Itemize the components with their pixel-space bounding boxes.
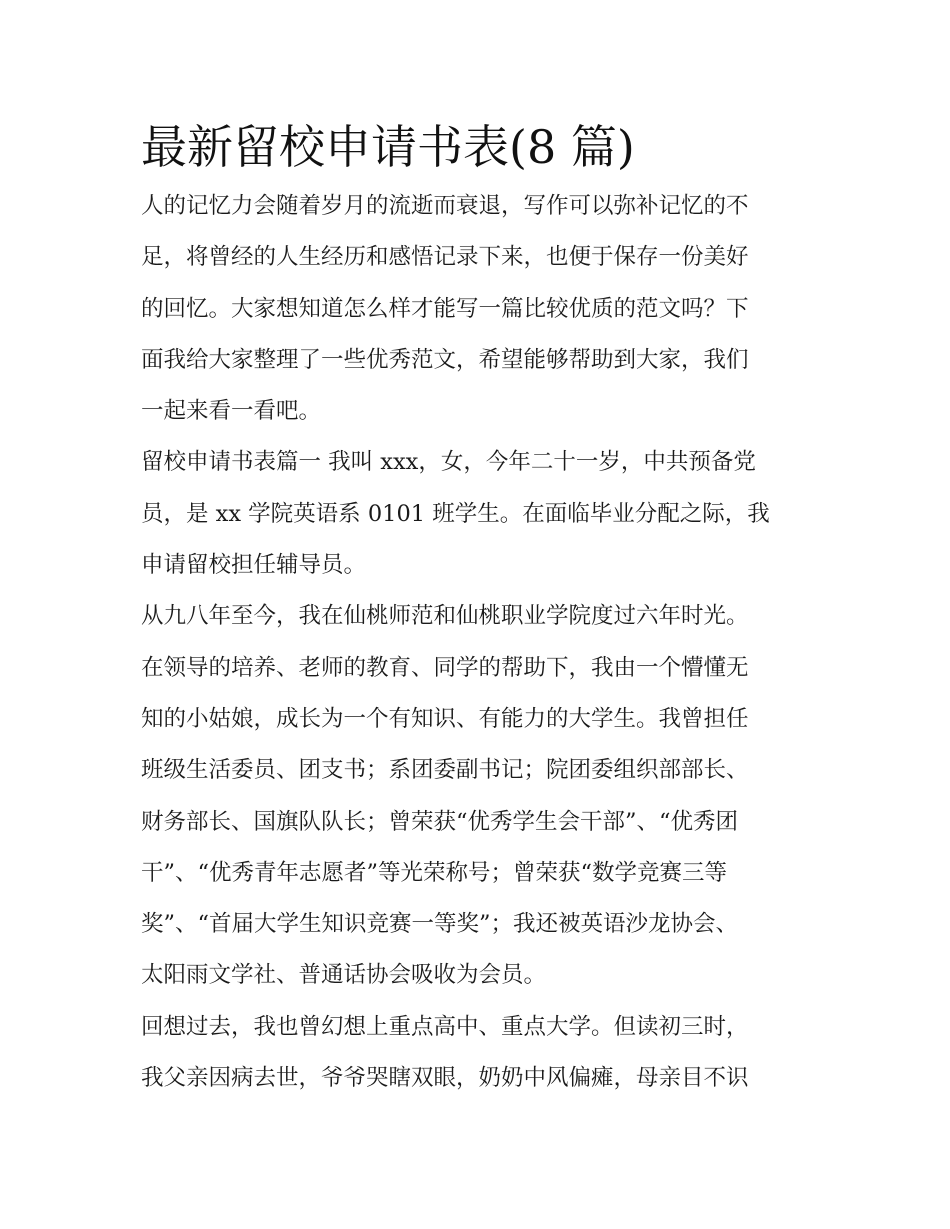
paragraph-line: 太阳雨文学社、普通话协会吸收为会员。 [141, 962, 547, 989]
paragraph-line: 留校申请书表篇一 我叫 xxx，女，今年二十一岁，中共预备党 [141, 449, 756, 476]
paragraph-line: 申请留校担任辅导员。 [141, 552, 367, 579]
paragraph-background [141, 1002, 821, 1105]
paragraph-line: 奖”、“首届大学生知识竞赛一等奖”；我还被英语沙龙协会、 [141, 911, 739, 938]
paragraph-line: 在领导的培养、老师的教育、同学的帮助下，我由一个懵懂无 [141, 654, 749, 681]
paragraph-line: 财务部长、国旗队队长；曾荣获“优秀学生会干部”、“优秀团 [141, 808, 739, 835]
paragraph-application [141, 437, 821, 591]
paragraph-line: 面我给大家整理了一些优秀范文，希望能够帮助到大家，我们 [141, 346, 749, 373]
document-content [141, 113, 821, 1104]
paragraph-intro [141, 181, 821, 437]
paragraph-line: 从九八年至今，我在仙桃师范和仙桃职业学院度过六年时光。 [141, 603, 749, 630]
paragraph-line: 一起来看一看吧。 [141, 398, 322, 425]
paragraph-line: 员，是 xx 学院英语系 0101 班学生。在面临毕业分配之际，我 [141, 500, 770, 527]
paragraph-line: 知的小姑娘，成长为一个有知识、有能力的大学生。我曾担任 [141, 705, 749, 732]
paragraph-line: 干”、“优秀青年志愿者”等光荣称号；曾荣获“数学竞赛三等 [141, 859, 728, 886]
paragraph-line: 回想过去，我也曾幻想上重点高中、重点大学。但读初三时， [141, 1013, 749, 1040]
paragraph-experience [141, 591, 821, 1001]
paragraph-line: 我父亲因病去世，爷爷哭瞎双眼，奶奶中风偏瘫，母亲目不识 [141, 1065, 749, 1092]
document-title: 最新留校申请书表(8 篇) [141, 120, 635, 174]
paragraph-line: 班级生活委员、团支书；系团委副书记；院团委组织部部长、 [141, 757, 749, 784]
paragraph-line: 的回忆。大家想知道怎么样才能写一篇比较优质的范文吗？下 [141, 295, 749, 322]
paragraph-line: 人的记忆力会随着岁月的流逝而衰退，写作可以弥补记忆的不 [141, 193, 749, 219]
paragraph-line: 足，将曾经的人生经历和感悟记录下来，也便于保存一份美好 [141, 244, 749, 271]
